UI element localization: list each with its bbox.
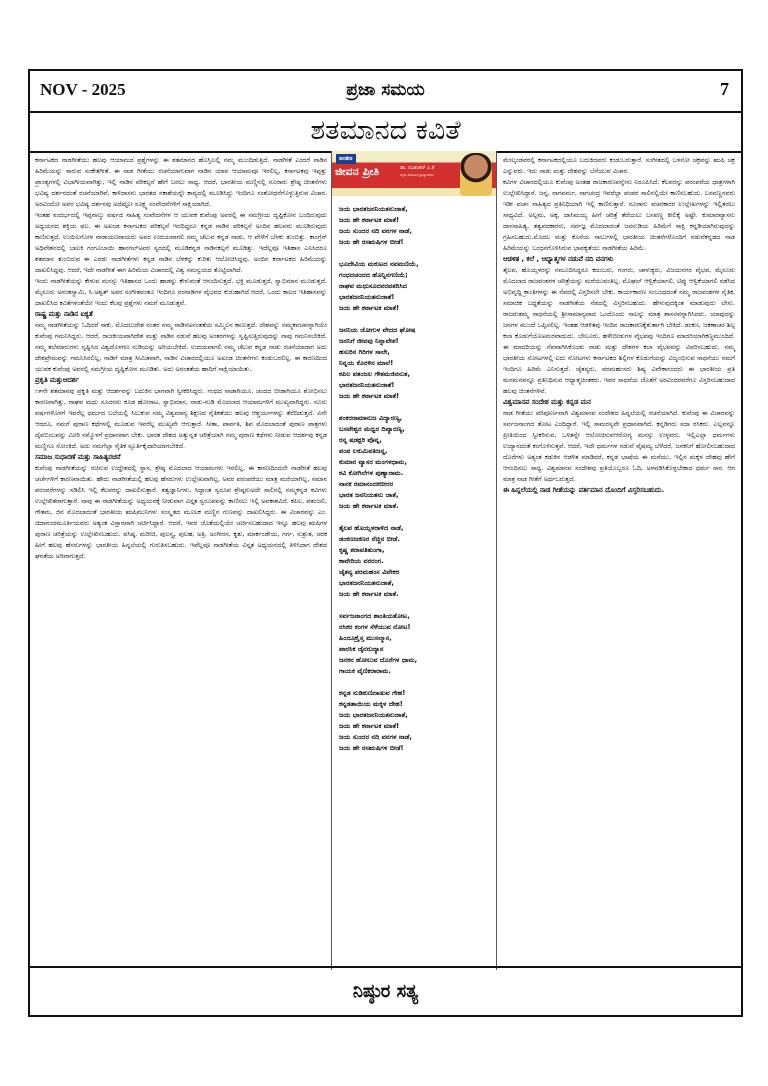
column-name: ಜೀವನ ಪ್ರೀತಿ <box>335 165 380 178</box>
author-photo <box>460 153 492 196</box>
paragraph: ಕರ್ನಾಟಕದ ನಾಡಗೀತೆಯು ಹಲವು ಆಯಾಮದ ಪ್ರಶ್ನೆಗಳನ್ನು ಈ ಶತಮಾನದ ಹೊಸ್ತಿಲಲ್ಲಿ ನಮ್ಮ ಮುಂದಿಡುತ್ತಿದೆ. ನಾಡಗೀತೆ ಎಂದರೆ ನಾಡಿನ ಹಿರಿಮೆಯನ್ನು ಸಾರುವ ಸಂಕೇತಗೀತೆ. ಈ ನಾಡ ಗೀತೆಯು ರಚನೆಯಾಗುವಾಗ ನಾಡಿನ ಯಾವ ಆಯಾಮವೂ ಇರಲಿಲ್ಲ, ಕರ್ನಾಟಕವು ಇಪ್ಪತ್ತು ಪ್ರಾಂತ್ಯಗಳಲ್ಲಿ ವಿಭಾಗೀಯವಾಗಿತ್ತು, ಇಲ್ಲಿ ನಾಡಿನ ಪರಿಕಲ್ಪನೆ ಹೇಗೆ ಬರಲು ಸಾಧ್ಯ. ಆದರೆ, ಭಾರತೀಯ ಮಣ್ಣಿನಲ್ಲಿ ನೂರಾರು ಶ್ರೇಷ್ಠ ಚಿಂತನೆಗಳು ಭವಿಷ್ಯ ದರ್ಶನದಂತೆ ರಚನೆಯಾಗಿವೆ. ಕಾಳಿದಾಸನು ಭಾರತದ ನಕಾಶೆಯನ್ನೇ ಕಾವ್ಯದಲ್ಲಿ ಮೂಡಿಸಿದ್ದು ಇಂದಿಗೂ ಸಂಶೋಧನೆಗೊಳ್ಳುತ್ತಿರುವ ವಿಚಾರ. ಅರವಿಂದೋ ಅವರ ಭವಿಷ್ಯ ದರ್ಶನವು ಅದೆಷ್ಟೋ ಸೂಕ್ಷ್ಮ ಸಂವೇದನೆಗಳಿಗೆ ಸಾಕ್ಷಿಯಾಗಿದೆ. <box>35 156 327 208</box>
column-banner <box>332 151 496 196</box>
poem-line: ಭಾರತಜನನಿಯತನುಜಾತೆ, <box>339 579 394 587</box>
poem-line: ಹಸುರಿನ ಗಿರಿಗಳ ಸಾಲೇ, <box>339 348 390 356</box>
right-column <box>497 151 741 970</box>
paragraph: ಕವಿಗಳ ವಿಚಾರದಲ್ಲಿಯೂ ಕುವೆಂಪು ಅಂತಹ ರಾಜಕಾರಣವನ್ನೇನು ನಿರೂಪಿಸಿದೆ. ಕೆಲವರನ್ನು ಪರಂಪರೆಯ ಧಾತ್ರಗಳಾಗಿ ಉಲ್ಲೇಖಿಸಿದ್ದಾರೆ. ಜನ್ನ, ನಾಗವರ್ಮ, ನಾಗಚಂದ್ರ ಇವರೆಲ್ಲಾ ಪಂಪರ ಸಾಲಿನಲ್ಲಿಯೇ ಕಾಣಿಸಬಹುದು. ಬಸವಣ್ಣನವರು ಇಡೀ ವಚನ ಸಾಹಿತ್ಯದ ಪ್ರತಿನಿಧಿಯಾಗಿ ಇಲ್ಲಿ ಕಾಣಿಸುತ್ತಾರೆ. ನೂರಾರು ವಚನಕಾರರ ಉಲ್ಲೇಖಗಳನ್ನು ಇಲ್ಲಿತರಲು ಸಾಧ್ಯವಿದೆ. ಅಲ್ಲಮ, ಅಕ್ಕ, ದಾಸಿಮಯ್ಯ ಹೀಗೆ ಚರಿತ್ರೆ ತೆರೆಯಲು ಬಸವಣ್ಣ ಕೀಲಿಕೈ ಅಷ್ಟೇ. ಕುಮಾರವ್ಯಾಸನು ದಾಸಸಾಹಿತ್ಯ, ತತ್ವಪದಕಾರರು, ಸರ್ವಜ್ಞ ಮೊದಲಾದಂತೆ ಜನನುಡಿಯ ಹಿರಿಮೆಗೆ ಸಾಕ್ಷಿ ಕನ್ನಡಿಯಾಗಿರುವುದನ್ನು ಗ್ರಹಿಸಬಹುದು.ಮೊದಲ ಮತ್ತು ಕೊನೆಯ ಸಾಲುಗಳಲ್ಲಿ ಭಾರತೀಯ ಚಿಂತನೆಗಳೊಂದಿಗೆ ನಡುವೆಕನ್ನಡದ ನಾಡ ಹಿರಿಮೆಯನ್ನು ಬಂಧನಗೊಳಿಸಿರುವ ಭಾವಕ್ಯತೆಯು ನಾಡಗೀತೆಯ ಹಿರಿಮೆ. <box>503 178 735 252</box>
page-footer: ನಿಷ್ಠುರ ಸತ್ಯ <box>30 966 741 1015</box>
poem-line: ಕೃಷ್ಣ ಶರಾವತಿತುಂಗಾ, <box>339 546 385 554</box>
poem-stanza <box>339 688 493 754</box>
poem-line: ಕನ್ನಡ ನುಡಿಕುಣಿದಾಡುವ ಗೇಹ! <box>339 689 406 697</box>
poem-line: ಭಾರತಜನನಿಯತನುಜಾತೆ! <box>339 293 395 301</box>
page-title: ಶತಮಾನದ ಕವಿತೆ <box>30 111 741 153</box>
poem-line: ಭಾರತ ಜನನಿಯತನು ಜಾತೆ, <box>339 491 399 499</box>
poem-line: ಹಿಂದೂಕ್ರೈಸ್ತ ಮುಸಲ್ಮಾನ, <box>339 634 392 642</box>
poem-line: ನಿನ್ನಯ ಕೊರಳಿನ ಮಾಲೆ! <box>339 359 394 367</box>
paragraph: ನಾಡ ಗೀತೆಯು ಪರಿಪೂರ್ಣವಾಗಿ ವಿಶ್ವಮಾನವ ಸಂದೇಶದ ಹಿನ್ನಲೆಯಲ್ಲಿ ರಚನೆಯಾಗಿದೆ. ಕುವೆಂಪು ಈ ವಿಚಾರವನ್ನು ಸರ್ವಜನಾಂಗದ ತೋಟ ಎಂದಿದ್ದಾರೆ. ಇಲ್ಲಿ ಸಾಮರಸ್ಯವೇ ಪ್ರಧಾನವಾಗಿದೆ. ಕನ್ನಡಿಗರು ಸದಾ ರಸಿಕರು. ಎಲ್ಲವನ್ನೂ ಪ್ರೀತಿಯಿಂದ ಸ್ವೀಕರಿಸುವ, ಒಳಿತನ್ನೇ ಆಲೋಚಿಸುವಆರೋಗ್ಯ ಮನಸ್ಸು ಉಳ್ಳವರು. ಇಲ್ಲಿಎಲ್ಲಾ ಧರ್ಮಗಳು ಉದ್ಯಾನದಂತೆ ಕಂಗೊಳಿಸುತ್ತವೆ. ಆದರೆ, ಇದೇ ಧರ್ಮಗಳ ನಡುವೆ ವೈಷಮ್ಯ ಬೆಳೆದರೆ, ಜನಕನಿಗೆ ಹೋಲಿಸಬಹುದಾದ ದೊರೆಗಳು ಅತ್ಯಂತ ಕಡುಕಿನ ಆಡಳಿತ ಮಾಡಿದರೆ, ಕನ್ನಡ ಭಾಷೆಯ ಈ ಮನೆಯು, ಇಲ್ಲಿನ ಮಕ್ಕಳ ದೇಹವು ಹೇಗೆ ಆನಂದಿಸಲು ಸಾಧ್ಯ. ವಿಶ್ವಮಾನವ ಸಂದೇಶವು ಪ್ರತಿಯೊಬ್ಬರೂ ಓದಿ, ಅಳವಡಿಸಿಕೊಳ್ಳಬೇಕಾದ ಧರ್ಮ ಸಾರ. ಆಗ ಮಾತ್ರ ನಾಡ ಗೀತೆಗೆ ಅರ್ಥಬರುತ್ತದೆ. <box>503 409 735 483</box>
poem-line: ಭೂದೇವಿಯ ಮಕುಟದ ನವಮಣಿಯೆ, <box>339 260 419 268</box>
poem-stanza <box>339 413 493 512</box>
poem-line: ತೈಲಪ ಹೊಯ್ಸಳರಾಳಿದ ನಾಡೆ, <box>339 524 404 532</box>
poem-stanza <box>339 204 493 248</box>
poem-line: ಭಾರತಜನನಿಯತನುಜಾತೆ! <box>339 381 395 389</box>
poem-line: ರನ್ನ ಷಡಕ್ಷರಿ ಪೊನ್ನ, <box>339 436 382 444</box>
poem-line: ಜನಕನ ಹೋಲುವ ದೊರೆಗಳ ಧಾಮ, <box>339 656 418 664</box>
poem-line: ಜಯ ಹೇ ರಸಋಷಿಗಳ ಬೀಡೆ! <box>339 238 404 246</box>
section-heading: ಈ ಹಿನ್ನಲೆಯಲ್ಲಿ ನಾಡ ಗೀತೆಯನ್ನು ವರ್ತಮಾನ ದೊಂದಿಗೆ ವಿಸ್ತರಿಸಬಹುದು. <box>503 486 665 494</box>
article-columns <box>30 151 741 970</box>
poem-line: ಜಯ ಹೇ ಕರ್ನಾಟಕ ಮಾತೆ. <box>339 502 399 510</box>
middle-column <box>332 151 497 970</box>
poem-line: ಕಪಿಲ ಪತಂಜಲ ಗೌತಮಜಿನನುತ, <box>339 370 411 378</box>
poem-line: ರಸಿಕರ ಕಂಗಳ ಸೆಳೆಯುವ ನೋಟ! <box>339 623 411 631</box>
poem-line: ಜನನಿಗೆ ಜೀವವು ನಿನ್ನಾವೇಶ! <box>339 337 399 345</box>
poem-line: ಕಾವೇರಿಯ ವರರಂಗ. <box>339 557 384 565</box>
poem-line: ಪಂಪ ಲಕುಮಿಪತಿಜನ್ನ, <box>339 447 388 455</box>
poem-line: ಜಯ ಹೇ ರಸಋಷಿಗಳ ಬೀಡೆ! <box>339 744 404 752</box>
poem-line: ಜನನಿಯ ಜೋಗುಳ ವೇದದ ಘೋಷ <box>339 326 416 334</box>
poem-stanza <box>339 259 493 314</box>
author-subtitle: ಕನ್ನಡ ಸಹಾಯಕ ಪ್ರಾಧ್ಯಾಪಕರು <box>400 173 434 177</box>
poem-line: ಶಂಕರರಾಮಾನುಜ ವಿದ್ಯಾರಣ್ಯ, <box>339 414 403 422</box>
section-heading: ರಾಷ್ಟ್ರ ಮತ್ತು ನಾಡಿನ ಐಕ್ಯತೆ <box>35 310 93 318</box>
paragraph: ಮೇಲ್ಕಂಡವರಲ್ಲಿ ಕರ್ನಾಟಕದಲ್ಲಿಯೂ ಬದುಕಿದವರು ಕಂಡುಬರುತ್ತಾರೆ. ಸಂಗೀತದಲ್ಲಿ ಬಳಸೋ ಚಕ್ರವನ್ನು ಋಷಿ ಚಕ್ರ ಎನ್ನುವರು. ಇದು ನಾಡು ಮತ್ತು ದೇಶವನ್ನು ಬೆಸೆಯುವ ವಿಚಾರ. <box>503 156 735 175</box>
poem-line: ನಾನಕ ರಮಾನಂದಕಬೀರರ <box>339 480 394 488</box>
poem-line: ಜಯ ಸುಂದರ ನದಿ ವನಗಳ ನಾಡೆ, <box>339 227 412 235</box>
poem-line: ರಾಘವ ಮಧುಸೂದನರವತರಿಸಿದ <box>339 282 408 290</box>
poem-line: ಜಯ ಹೇ ಕರ್ನಾಟಕ ಮಾತೆ! <box>339 216 400 224</box>
section-heading: ವಿಶ್ವಮಾನವ ಸಂದೇಶ ಮತ್ತು ಕನ್ನಡ ಮನ <box>503 398 591 406</box>
poem-line: ಗಾಯಕ ವೈಣಿಕರಾರಾಮ. <box>339 667 391 675</box>
poem-line: ಜಯ ಹೇ ಕರ್ನಾಟಕ ಮಾತೆ! <box>339 722 400 730</box>
poem-line: ಕುಮಾರ ವ್ಯಾಸರ ಮಂಗಳಧಾಮ, <box>339 458 407 466</box>
paragraph: ೧೯ನೇ ಶತಮಾನವು ಪ್ರಕೃತಿ ಮತ್ತು ಆದರ್ಶವನ್ನು ಬದುಕಿನ ಭಾಗವಾಗಿ ಸ್ವೀಕರಿಸಿದ್ದರು. ಗಂಧದ ನಾಡಾಗಿಯೂ, ಚಂದದ ಬೀಡಾಗಿಯೂ ಶೋಭಿಸಲು ಕಾರಣವಾಗಿತ್ತು, ರಾಘವ ಮಧು ಸೂದನರು ಕೂಡ ಹೋರಾಟ, ಸ್ವಾಭಿಮಾನ, ನಾಡು-ನುಡಿ ಮೊದಲಾದ ಆಯಾಮಗಳಿಗೆ ಮುಖ್ಯವಾಗಿದ್ದರು. ನೂರು ವರ್ಷಗಳೊಳಗೆ ಇವರೆಲ್ಲ ಧರ್ಮದ ಬಲೆಯಲ್ಲಿ ಸಿಲುಕುವ ನಮ್ಮ ವಿಶ್ವಮಾನ್ಯ ಶಿಕ್ಷಣದ ನೈತಿಕತೆಯು ಹಲವು ಆಶ್ಚರ್ಯಗಳನ್ನು ತೆರೆದಿಡುತ್ತದೆ. ಏನೇ ಆದರೂ, ನಮಗೆ ಪುರಾಣ ಕಥೆಗಳಲ್ಲಿ ಮೂಡುವ ಇವರೆಲ್ಲ ಮುಖ್ಯವೇ ಆಗುತ್ತಾರೆ. ಸೀತಾ, ಪಾರ್ವತಿ, ಶಿವ ಮೊದಲಾದಂತೆ ಪುರಾಣ ಪಾತ್ರಗಳು ದೈವಬಿಂಬವನ್ನು ಮೀರಿ ನಮ್ಮೊಳಗೆ ಪ್ರಧಾನವಾಗ ಬೇಕು. ಭಾರತ ದೇಶದ ಅತ್ಯುನ್ನತ ಚರಿತ್ರೆಯಾಗಿ ನಮ್ಮ ಪುರಾಣ ಕಥೆಗಳು ನೀಡುವ ಆದರ್ಶವು ಕನ್ನಡ ಮಣ್ಣಿಗೂ ಸೋಂಕಿದೆ. ಅದು ನಮಗೆಲ್ಲಾ ನೈತಿಕ ಸ್ಫೂರ್ತಿಕೈದಾರಿಯಾಗಬೇಕಿದೆ. <box>35 387 327 450</box>
paragraph: ಕುವೆಂಪು ನಾಡಗೀತೆಯನ್ನು ರಚಿಸುವ ಉದ್ದೇಶದಲ್ಲಿ ಸ್ಥಾನ, ಶ್ರೇಷ್ಠ ಮೊದಲಾದ ಆಯಾಮಗಳು ಇರಲಿಲ್ಲ, ಈ ಕಾರಣದಿಂದಲೇ ನಾಡಗೀತೆ ಹಲವು ಚರ್ಚೆಗಳಿಗೆ ಕಾರಣವಾಯಿತು. ಹೌದು ನಾಡಗೀತೆಯಲ್ಲಿ ಹಲವು ಹೆಸರುಗಳು ಉಲ್ಲೇಖವಾಗಿಲ್ಲ, ಅವರ ಪರಂಪರೆಯು ಮಾತ್ರ ಮರೆಯಾಗಿಲ್ಲ, ಸಮಾನ ಪರಂಪರೆಗಳನ್ನು ಸಡಿಲಿಸಿ ಇಲ್ಲಿ ಕೆಲವರನ್ನು ದಾಖಲಿಸುತ್ತಾರೆ. ತತ್ವಜ್ಞಾನಿಗಳು, ಸಿದ್ಧಾಂತ ಸ್ವರೂಪ ಶ್ರೇಷ್ಠರುಅದೇ ಸಾಲಿನಲ್ಲಿ ನಮ್ಮಕನ್ನಡ ಕವಿಗಳು ಉಲ್ಲೇಖಿತರಾಗುತ್ತಾರೆ. ನಾವು ಈ ನಾಡಗೀತೆಯನ್ನು ಅಧ್ಯಯನಕ್ಕೆ ನೀಡುವಾಗ ವಿಸ್ತೃತ ಸ್ವರೂಪವನ್ನು ಕಾಣಿಸಲು ಇಲ್ಲಿ ಅವಕಾಶವಿದೆ. ಕಪಿಲ, ಪತಂಜಲಿ, ಗೌತಮ, ಜಿನ ಮೊದಲಾದಂತೆ ಭಾರತೀಯ ಋಷಿಮುನಿಗಳು ಸಂಸ್ಕೃತದ ಮೂಲಕ ಮಣ್ಣಿನ ಗುಣವನ್ನು ದಾಖಲಿಸಿದ್ದರು. ಈ ವಿಚಾರವನ್ನು ಎಂ. ಚಿದಾನಂದಮೂರ್ತಿಯವರು ಅತ್ಯಂತ ವಿಸ್ತಾರವಾಗಿ ಚರ್ಚಿಸಿದ್ದಾರೆ. ಆದರೆ, ಇವರ ಜೊತೆಯಲ್ಲಿಯೇ ಚರ್ಚಿಸಬಹುದಾದ ಇನ್ನೂ ಹಲವು ಋಷಿಗಳ ಪುರಾಣ ಚರಿತ್ರೆಯನ್ನು ಉಲ್ಲೇಖಿಸಬಹುದು. ವಸಿಷ್ಠ, ಮರೀಚಿ, ಪುಲಸ್ತ್ಯ, ಪುಲಹ, ಅತ್ರಿ, ಅಂಗೀರಸ, ಕೃತು, ಮಾರ್ಕಂಡೇಯ, ಗರ್ಗ, ಸುಶ್ರುತ, ಚರಕ ಹೀಗೆ ಹಲವು ಹೆಸರುಗಳನ್ನು ಭಾರತೀಯ ಹಿನ್ನಲೆಯಲ್ಲಿ ಗುರುತಿಸಬಹುದು. ಇವೆಲ್ಲವೂ ನಾಡಗೀತೆಯ ವಿಸ್ತೃತ ಅಧ್ಯಯನದಲ್ಲಿ ತಿಳಿಸಿದಾಗ ದೇಶದ ಘನತೆಯ ಅರಿವಾಗುತ್ತದೆ. <box>35 464 327 560</box>
poem-line: ಜಯ ಸುಂದರ ನದಿ ವನಗಳ ನಾಡೆ, <box>339 733 412 741</box>
author-name: ಡಾ. ರವಿಶಂಕರ್ ಎ.ಕೆ <box>400 165 435 171</box>
poem-stanza <box>339 523 493 600</box>
paragraph: ಇಂದು ನಾಡಗೀತೆಯನ್ನು ಕೇಳುವ ಮನಸ್ಸು ಇತಿಹಾಸದ ಒಂದು ಹಾಡನ್ನು ಕೇಳುವಂತೆ ಆನಂದಿಸುತ್ತದೆ. ಭಕ್ತಿ ಮೂಡುತ್ತದೆ, ಸ್ವಾಭಿಮಾನ ಮೂಡುತ್ತದೆ. ಮೈಸೂರು ಅನಂತಸ್ವಾಮಿ, ಸಿ.ಅಶ್ವತ್ ಅವರ ಸಂಗೀತವಂತೂ ಇಂದಿಗೂ ನರನಾಡಿಗಳ ವೈಭವದ ಕುರುಹಾಗಿದೆ.ಆದರೆ, ಒಂದು ಕಾಲದ ಇತಿಹಾಸವನ್ನು ದಾಖಲಿಸಿದ ಕವಿತೆಗಳಂತೆಯೇ ಇಂದು ಕೆಲವು ಪ್ರಶ್ನೆಗಳು ನಮಗೆ ಮೂಡುತ್ತವೆ. <box>35 277 327 307</box>
poem-line: ಕನ್ನಡತಾಯಿಯ ಮಕ್ಕಳ ದೇಹ! <box>339 700 403 708</box>
section-heading: ಪ್ರಕೃತಿ ಮತ್ತುಆದರ್ಶ <box>35 376 79 384</box>
poem-line: ಜಯ ಭಾರತಜನನಿಯತನುಜಾತೆ, <box>339 711 408 719</box>
page-number: 7 <box>720 79 729 99</box>
poem-line: ಜಯ ಭಾರತಜನನಿಯತನುಜಾತೆ, <box>339 205 408 213</box>
poem-line: ಬಸವೇಶ್ವರ ಮಧ್ವರ ದಿವ್ಯಾರಣ್ಯ, <box>339 425 405 433</box>
section-heading: ಆಡಳಿತ , ಕಲೆ , ಆಧ್ಯಾತ್ಮಗಳ ನಡುವೆ ನದಿ ವನಗಳು <box>503 255 614 263</box>
poem-line: ಜಯ ಹೇ ಕರ್ನಾಟಕ ಮಾತೆ! <box>339 392 400 400</box>
issue-date: NOV - 2025 <box>40 80 126 99</box>
poem-line: ಗಂಧದಚಂದದ ಹೊನ್ನಿನಗಣಿಯೆ; <box>339 271 408 279</box>
poem-line: ಕವಿ ಕೋಗಿಲೆಗಳ ಪುಣ್ಯಾರಾಮ. <box>339 469 404 477</box>
paragraph: ನಮ್ಮ ನಾಡಗೀತೆಯನ್ನು ಓದಿದರೆ ಸಾಕು, ಮೊದಲುದೇಶ ನಂತರ ನಮ್ಮ ನಾಡಿನಅನಂತತೆಯ ಸಮ್ಮಿಲನ ಕಾಣುತ್ತದೆ. ದೇಶವನ್ನು ನಮ್ಮಕವಚವನ್ನಾಗಿಯೇ ಕುವೆಂಪು ಗಮನಿಸಿದ್ದರು. ಆದರೆ, ರಾಜಕೀಯವಾಗಿದೇಶ ಮತ್ತು ನಾಡಿನ ನಡುವೆ ಹಲವು ಅಂತರಗಳನ್ನು ಸೃಷ್ಟಿಸುತ್ತಿರುವುದನ್ನು ನಾವು ಗಮನಿಸಬೇಕಿದೆ. ನಮ್ಮ ತಲೆಮಾರುಗಳು ಸೃಷ್ಟಿಸಿದ ವಿಶ್ವದೊಳಗಣ ನುಡಿಯನ್ನು ಅರಿಯಬೇಕಿದೆ. ಉದಯವಾಗಲಿ ನಮ್ಮ ಚೆಲುವ ಕನ್ನಡ ನಾಡು ರಚನೆಯಾದಾಗ ಅದು ದೇಶಪ್ರೇಮವನ್ನು ಗಮನಿಸಿರಲಿಲ್ಲ, ನಾಡಿಗೆ ಮಾತ್ರ ಸೀಮಿತವಾಗಿ, ನಾಡಿನ ವಿಚಾರದಲ್ಲಿಯೂ ಅಖಂಡ ಚಿಂತನೆಗಳು ಕಂಡುಬರಲಿಲ್ಲ. ಈ ಕಾರಣದಿಂದ ಯುವಕ ಕುವೆಂಪು ಅವರಲ್ಲಿ ಸಮಗ್ರೀಯ ದೃಷ್ಟಿಕೋನ ಮೂಡಿತು. ಅದು ಅನಂತತೆಯ ಹಾದಿಗೆ ಸಾಕ್ಷಿಯಾಯಿತು. <box>35 321 327 373</box>
poem-line: ಸರ್ವಜನಾಂಗದ ಶಾಂತಿಯತೋಟ, <box>339 612 410 620</box>
poem-line: ಜಯ ಹೇ ಕರ್ನಾಟಕ ಮಾತೆ. <box>339 590 399 598</box>
section-heading: ಸಮಾಜ ಸುಧಾರಣೆ ಮತ್ತು ಸಾಹಿತ್ಯರಚನೆ <box>35 453 121 461</box>
poem-line: ಡಂಕಣಜಕಣರ ನೆಚ್ಚಿನ ಬೀಡೆ. <box>339 535 400 543</box>
poem-stanza <box>339 611 493 677</box>
paragraph: ಇಂತಹ ಸಂದರ್ಭದಲ್ಲಿ ಇಪ್ಪನಾಲ್ಕು ವರ್ಷದ ಸಾಹಿತ್ಯ ಸಂವೇದನೆಗಳ ಆ ಯುವಕ ಕುವೆಂಪು ಅವರಲ್ಲಿ ಈ ಸಮಗ್ರೀಯ ದೃಷ್ಟಿಕೋನ ಬಂದಿರುವುದು ಅಧ್ಯಯನದ ಶಕ್ತಿಯ ಫಲ. ಈ ಅಖಂಡ ಕರ್ನಾಟಕದ ಪರಿಕಲ್ಪನೆ ಇರದಿದ್ದರೂ ಕನ್ನಡ ನಾಡಿನ ಪರಿಕಲ್ಪನೆ ಅಂದಿನ ಹಲವರು ಮೂಡಿರುವುದು ಕಾಣಿಸುತ್ತದೆ. ಉಯಿಲಗೋಳ ನಾರಾಯಣರಾಯರು ಅವರ ಉದಯವಾಗಲಿ ನಮ್ಮ ಚೆಲುವ ಕನ್ನಡ ನಾಡು, ಆ ವೇಳೆಗೆ ಬೆಳಕು ತುಂಬಿತ್ತು. ಕಾಂಗ್ರೆಸ್ ಅಧಿವೇಶನದಲ್ಲಿ ಬಾಲಕಿ ಗಂಗೂಬಾಯಿ ಹಾನಗಲ್‌ಅವರ ಸ್ವರದಲ್ಲಿ ಮೂಡಿಕನ್ನಡ ನಾಡಿನಕಲ್ಪನೆ ಮೂಡಿತ್ತು. ಇದೆಲ್ಲವೂ ಇತಿಹಾಸ ಎನಿಸಿದರೂ ಶತಮಾನ ತುಂಬಿರುವ ಈ ಎರಡು ನಾಡಗೀತೆಗಳು ಕನ್ನಡ ನಾಡಿನ ಬೆಳಕನ್ನು ಕುರಿತು ಆಲೋಚಿಸಿದ್ದವು. ಅಂದಿನ ಕರ್ನಾಟಕದ ಹಿರಿಮೆಯನ್ನು ದಾಖಲಿಸಿದ್ದವು. ಆದರೆ, ಇದೇ ನಾಡಗೀತೆ ಈಗ ಹಿರಿಮೆಯ ವಿಚಾರದಲ್ಲಿ ವಿಶ್ವ ಸಮನ್ವಯದ ತೊಟ್ಟಿಲಾಗಿದೆ. <box>35 211 327 274</box>
poem-line: ಜಯ ಹೇ ಕರ್ನಾಟಕ ಮಾತೆ! <box>339 304 400 312</box>
page-header <box>30 71 741 113</box>
poem <box>335 204 493 754</box>
newspaper-name: ಪ್ರಜಾ ಸಮಯ <box>346 80 425 100</box>
banner-tag: ಅಂಕಣ <box>336 154 356 164</box>
poem-line: ಚೈತನ್ಯ ಪರಮಹಂಸ ವಿವೇಕರ <box>339 568 400 576</box>
paragraph: ತೈಲಪ, ಹೊಯ್ಸಳರನ್ನು ನಮೂದಿಸಿದ್ದರೂ ಕದಂಬರು, ಗಂಗರು, ಚಾಳುಕ್ಯರು, ವಿಜಯನಗರ ವೈಭವ, ಮೈಸೂರು ಮೊದಲಾದ ರಾಜವಂಶಗಳ ಚರಿತ್ರೆಯನ್ನು ಮರೆಯುವಂತಿಲ್ಲ. ಮೊಘಲ್ ಆಳ್ವಿಕೆಯಾಗಲಿ, ಟಿಪ್ಪು ಆಳ್ವಿಕೆಯಾಗಲಿ ನಡೆಸಿದ ಅಭಿವೃದ್ಧಿ ಕ್ರಾಂತಿಗಳನ್ನು ಈ ನೆಪದಲ್ಲಿ ವಿಸ್ತರಿಸಲೇ ಬೇಕು. ಕಾರ್ಯಕಾರಣ ಸಂಬಂಧದಂತೆ ನಮ್ಮ ರಾಜವಂಶಗಳ ನೈತಿಕ, ಸಮಾಜಿಕ ಬದ್ಧತೆಯನ್ನು ನಾಡಗೀತೆಯ ನೆಪದಲ್ಲಿ ವಿಸ್ತರಿಸಬಹುದು. ಹೇಳುವುದಕ್ಕಿಂತ ಮಾಡುವುದು ಲೇಸು. ರಾಜರುತಮ್ಮ ಸಾಧನೆಯಲ್ಲಿ ಶ್ರೀಸಾಮಾನ್ಯವಾದ ಒಂದೊಂದು ಸಾಲನ್ನು ಮಾತ್ರ ಶಾಸನವನ್ನಾಗಿಸಿದರು. ಯಾವುದನ್ನು ಜನಗಳ ಮುಂದೆ ಒಪ್ಪಿಸಲಿಲ್ಲ. ಇಂತಹ ಆಡಳಿತವು ಇಂದಿನ ರಾಜಕಾರಣಕ್ಕೆತುರ್ತಾಗಿ ಬೇಕಿದೆ. ಡಂಕಣ, ಜಕಣಾಚರ ಶಿಲ್ಪ ಕಲಾ ಕೊಡುಗೆಯೊಅಮರವಾದುದು. ಬೇಲೂರು, ಹಳೇಬೀಡುಗಳ ವೈಭವವು ಇಂದಿಗೂ ಮಾದರಿಯಾಗಿಕಣ್ಣಮುಂದಿದೆ. ಈ ಮಾದರಿಯನ್ನು ನೆಪವಾಗಿಸಿಕೊಂಡು ನಾಡು ಮತ್ತು ದೇಶಗಳ ಕಲಾ ವೈಭವವನ್ನು ವಿವರಿಸಬಹುದು. ನಮ್ಮ ಭಾರತೀಯ ನೋಟಗಳಲ್ಲಿ ಐದು ನೋಟಗಳು ಕರ್ನಾಟಕದ ಶಿಲ್ಪಿಗಳ ಕೊಡುಗೆಯನ್ನು ವಿಜೃಂಭಿಸುವ ಸಾಧನೆಯು ನಮಗೆ ಇಂದಿಗೂ ಹಿರಿಮೆ ಎನಿಸುತ್ತದೆ. ಚೈತನ್ಯರು, ಪರಮಹಂಸರು ಶಿಷ್ಯ ವಿವೇಕಾನಂದರು ಈ ಭಾರತೀಯ ಪ್ರತಿ ಮನಮನವನ್ನೂ ಪ್ರತಿನಿಧಿಸುವ ಆಧ್ಯಾತ್ಮಚಿಂತಕರು. ಇವರ ಸಾಧನೆಯ ಜೊತೆಗೆ ಅರವಿಂದರವರೆಗೂ ವಿಸ್ತರಿಸಬಹುದಾದ ಹಲವು ಚಿಂತನೆಗಳಿವೆ. <box>503 266 735 395</box>
newspaper-page <box>28 69 743 1017</box>
poem-line: ಪಾರಸಿಕ ಜೈನರುದ್ಯಾನ <box>339 645 384 653</box>
left-column <box>30 151 332 970</box>
poem-stanza <box>339 325 493 402</box>
